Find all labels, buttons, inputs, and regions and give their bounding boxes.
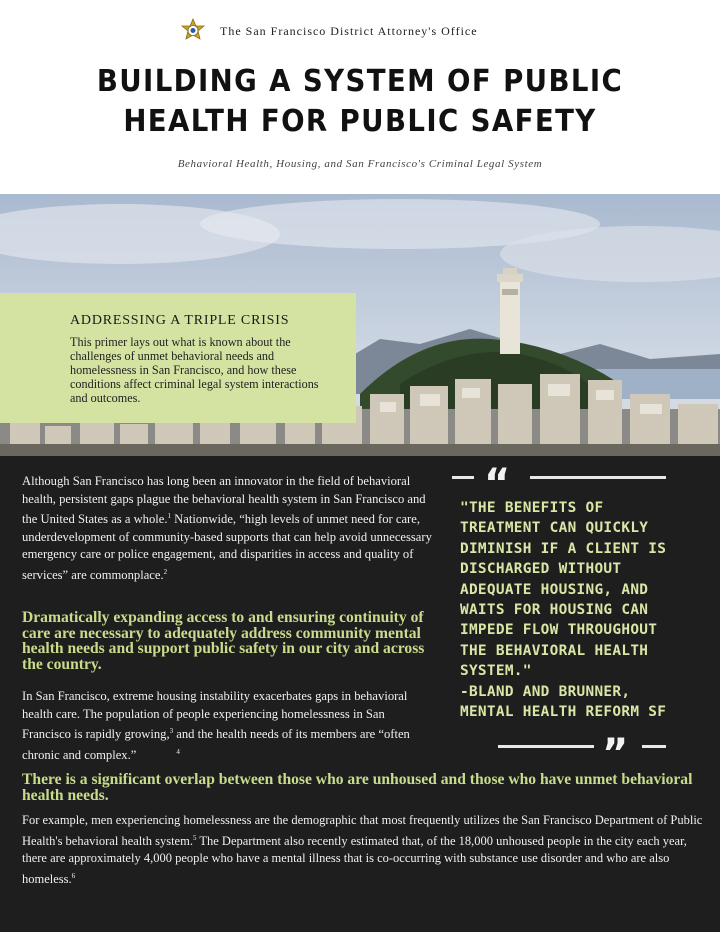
footnote-ref: 3 xyxy=(169,727,174,735)
paragraph-3 xyxy=(22,812,712,888)
main-content xyxy=(0,456,720,932)
paragraph-3-text-cont: The Department also recently estimated that, of the 18,000 unhoused people in the city each year, there are approximately 4,000 people who have a mental illness that is co-occurring with substance use disorder and who are also homeless. xyxy=(22,833,687,886)
footnote-ref: 5 xyxy=(192,833,197,842)
title-line-1: BUILDING A SYSTEM OF PUBLIC xyxy=(96,64,624,99)
paragraph-1 xyxy=(22,473,432,584)
footnote-ref: 2 xyxy=(163,567,168,576)
org-line xyxy=(180,18,478,44)
quote-attribution: -BLAND AND BRUNNER, MENTAL HEALTH REFORM SF xyxy=(460,683,667,721)
crisis-title: ADDRESSING A TRIPLE CRISIS xyxy=(70,313,290,328)
org-name: The San Francisco District Attorney's Office xyxy=(220,23,478,38)
pull-quote xyxy=(452,461,668,777)
highlight-statement-2: There is a significant overlap between those who are unhoused and those who have unmet behavioral health needs. xyxy=(22,771,693,804)
paragraph-2 xyxy=(22,688,432,764)
close-quote-icon: ” xyxy=(602,731,629,777)
star-badge-icon xyxy=(180,18,206,44)
open-quote-icon: “ xyxy=(484,461,511,507)
footnote-ref: 1 xyxy=(167,512,171,520)
paragraph-1-text: Although San Francisco has long been an innovator in the field of behavioral health, persistent gaps plague the behavioral health system in San Francisco and the United States as a whole. xyxy=(22,474,426,527)
quote-rule-top xyxy=(530,476,666,479)
highlight-statement-1: Dramatically expanding access to and ensuring continuity of care are necessary to adequately address community mental health needs and support public safety in our city and across the country. xyxy=(22,609,425,673)
paragraph-1-text-cont: Nationwide, “high levels of unmet need for care, underdevelopment of community-based supports that can help avoid unnecessary emergency care or police engagement, and disparities in access and quality of services” are commonplace. xyxy=(22,512,432,582)
page-title xyxy=(29,62,691,142)
header xyxy=(0,0,720,194)
footnote-ref: 4 xyxy=(176,747,180,756)
paragraph-3-text: For example, men experiencing homelessness are the demographic that most frequently utilizes the San Francisco Department of Public Health's behavioral health system. xyxy=(22,813,703,848)
title-line-2: HEALTH FOR PUBLIC SAFETY xyxy=(123,104,597,139)
crisis-callout xyxy=(0,293,356,423)
crisis-text: This primer lays out what is known about the challenges of unmet behavioral needs and homelessness in San Francisco, and how these conditions affect criminal legal system interactions and outcomes. xyxy=(70,335,319,405)
paragraph-2-text-cont: and the health needs of its members are “often chronic and complex.” xyxy=(22,727,410,762)
page-subtitle: Behavioral Health, Housing, and San Francisco's Criminal Legal System xyxy=(177,158,543,170)
quote-rule-bottom xyxy=(498,745,594,748)
quote-rule-right xyxy=(642,745,666,748)
paragraph-2-text: In San Francisco, extreme housing instability exacerbates gaps in behavioral health care. The population of people experiencing homelessness in San Francisco is rapidly growing, xyxy=(22,689,408,742)
quote-rule-left xyxy=(452,476,474,479)
quote-text xyxy=(460,498,670,722)
footnote-ref: 6 xyxy=(71,871,76,880)
quote-body: "THE BENEFITS OF TREATMENT CAN QUICKLY DIMINISH IF A CLIENT IS DISCHARGED WITHOUT ADEQUATE HOUSING, AND WAITS FOR HOUSING CAN IMPEDE FLOW THROUGHOUT THE BEHAVIORAL HEALTH SYSTEM." xyxy=(460,500,667,680)
